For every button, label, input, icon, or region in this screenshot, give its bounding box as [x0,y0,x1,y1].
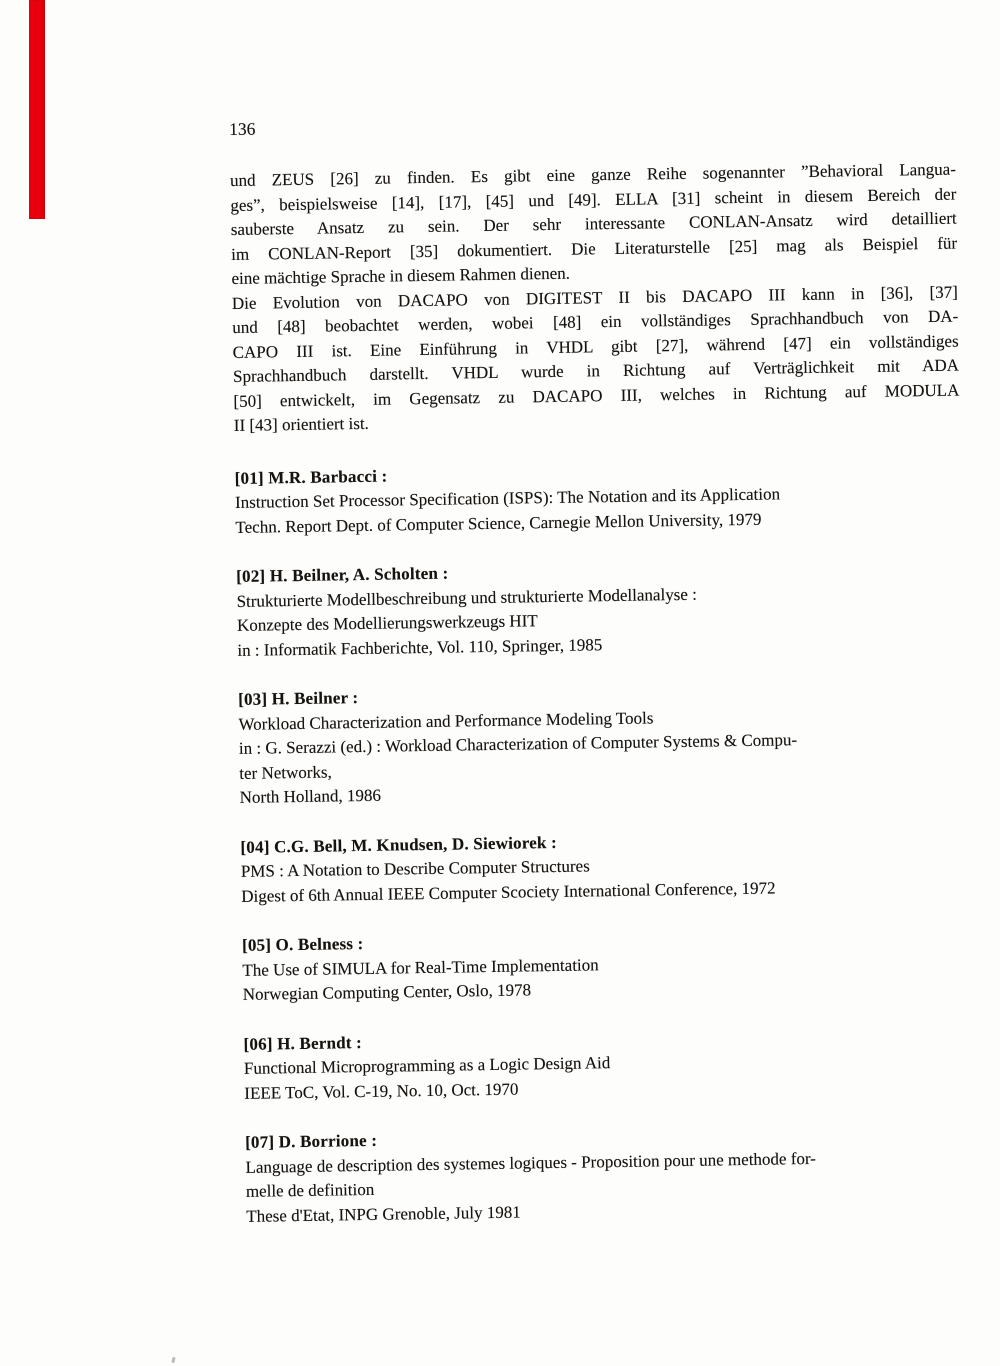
reference-line: Norwegian Computing Center, Oslo, 1978 [242,980,532,1004]
reference-line: Konzepte des Modellierungswerkzeugs HIT [236,611,538,635]
text-line: II [43] orientiert ist. [233,413,369,435]
reference-entry [240,824,967,909]
reference-line: Functional Microprogramming as a Logic Design Aid [243,1053,611,1078]
text-line: CAPO III ist. Eine Einführung in VHDL gibt [27], während [47] ein vollständiges [232,331,959,362]
reference-line: melle de definition [245,1179,375,1201]
reference-line: Workload Characterization and Performance Modeling Tools [238,707,654,734]
reference-heading: [07] D. Borrione : [244,1130,378,1152]
paragraph [232,280,960,438]
page-number: 136 [229,118,256,139]
reference-line: Instruction Set Processor Specification (ISPS): The Notation and its Application [234,484,781,512]
bibliography [234,455,972,1229]
text-line: Die Evolution von DACAPO von DIGITEST II bis DACAPO III kann in [36], [37] [231,282,958,313]
reference-entry [245,1119,972,1228]
reference-heading: [06] H. Berndt : [243,1032,363,1054]
reference-line: North Holland, 1986 [239,785,382,807]
reference-line: IEEE ToC, Vol. C-19, No. 10, Oct. 1970 [244,1079,519,1103]
reference-entry [243,1021,970,1106]
reference-line: in : G. Serazzi (ed.) : Workload Characterization of Computer Systems & Compu- [238,730,798,758]
reference-line: ter Networks, [239,761,332,783]
text-line: und ZEUS [26] zu finden. Es gibt eine ganze Reihe sogenannter ”Behavioral Langua- [229,159,957,190]
reference-entry [242,922,969,1007]
text-line: [50] entwickelt, im Gegensatz zu DACAPO III, welches in Richtung auf MODULA [233,380,960,411]
text-line: sauberste Ansatz zu sein. Der sehr interessante CONLAN-Ansatz wird detailliert [230,208,957,239]
reference-line: Language de description des systemes logiques - Proposition pour une methode for- [245,1148,817,1177]
reference-heading: [05] O. Belness : [241,933,364,955]
reference-entry [234,455,961,540]
reference-heading: [04] C.G. Bell, M. Knudsen, D. Siewiorek : [240,832,558,857]
text-line: eine mächtige Sprache in diesem Rahmen dienen. [231,263,571,288]
body-paragraphs [230,158,960,439]
reference-line: These d'Etat, INPG Grenoble, July 1981 [246,1202,521,1226]
reference-line: Techn. Report Dept. of Computer Science, Carnegie Mellon University, 1979 [235,509,762,537]
text-line: Sprachhandbuch darstellt. VHDL wurde in Richtung auf Verträglichkeit mit ADA [232,355,960,386]
page-content [229,106,972,1229]
text-line: ges”, beispielsweise [14], [17], [45] und [49]. ELLA [31] scheint in diesem Bereich der [230,184,957,215]
reference-line: Digest of 6th Annual IEEE Computer Scociety International Conference, 1972 [241,878,776,906]
text-line: im CONLAN-Report [35] dokumentiert. Die Literaturstelle [25] mag als Beispiel für [231,233,958,264]
reference-heading: [02] H. Beilner, A. Scholten : [236,563,449,586]
reference-line: PMS : A Notation to Describe Computer Structures [240,856,590,881]
red-ribbon-artifact [29,0,45,219]
reference-entry [238,677,966,811]
paragraph [230,158,958,292]
text-line: und [48] beobachtet werden, wobei [48] ein vollständiges Sprachhandbuch von DA- [232,306,959,337]
reference-line: The Use of SIMULA for Real-Time Implementation [242,954,599,980]
reference-line: in : Informatik Fachberichte, Vol. 110, Springer, 1985 [237,634,603,660]
reference-line: Strukturierte Modellbeschreibung und strukturierte Modellanalyse : [236,584,698,611]
scan-speck-artifact [171,1357,175,1364]
reference-heading: [03] H. Beilner : [238,688,359,709]
reference-entry [236,554,963,663]
reference-heading: [01] M.R. Barbacci : [234,466,388,488]
